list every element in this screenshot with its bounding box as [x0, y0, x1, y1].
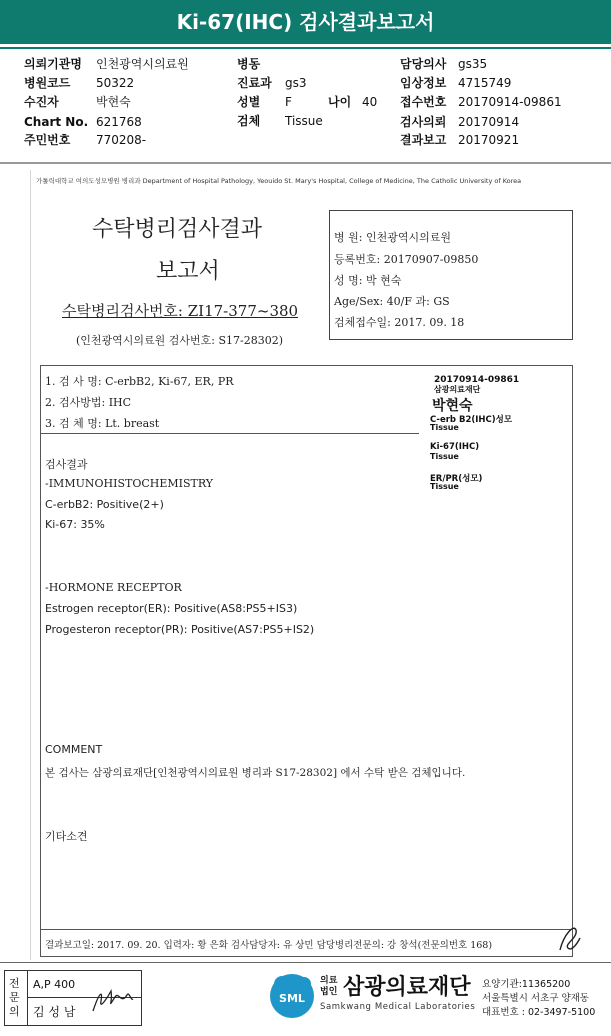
org-phone: 대표번호 : 02-3497-5100: [482, 1007, 596, 1018]
stamp-label: 전문의: [9, 977, 20, 1018]
ihc-heading: -IMMUNOHISTOCHEMISTRY: [45, 477, 214, 490]
header-row: Chart No. 621768: [24, 115, 142, 129]
org-name: 삼광의료재단: [343, 975, 471, 1000]
result-divider: [40, 433, 420, 434]
er-result: Estrogen receptor(ER): Positive(AS8:PS5+IS3): [45, 602, 298, 615]
header-row: 수진자 박현숙: [24, 95, 131, 109]
sticker-specimen-2: Tissue: [430, 452, 459, 461]
header-row: 담당의사 gs35: [400, 57, 488, 71]
comment-heading: COMMENT: [45, 743, 103, 756]
registration-field: 등록번호: 20170907-09850: [334, 253, 479, 266]
stamp-divider: [27, 971, 28, 1025]
header-row: 검사의뢰 20170914: [400, 115, 520, 129]
scan-subtitle: 보고서: [156, 259, 220, 284]
sml-logo-icon: [268, 972, 316, 1020]
sticker-org: 삼광의료재단: [434, 385, 481, 394]
org-english-name: Samkwang Medical Laboratories: [320, 1002, 476, 1012]
result-heading: 검사결과: [45, 458, 88, 471]
header-row: 접수번호 20170914-09861: [400, 95, 562, 109]
header-row: 검체 Tissue: [237, 114, 323, 128]
logo-text: SML: [279, 992, 305, 1005]
org-prefix: 의료 법인: [320, 976, 338, 997]
org-code: 요양기관:11365200: [482, 979, 571, 990]
header-row: 병원코드 50322: [24, 76, 135, 90]
scan-title: 수탁병리검사결과: [92, 217, 263, 242]
test-name: 1. 검 사 명: C-erbB2, Ki-67, ER, PR: [45, 375, 234, 388]
header-row: 진료과 gs3: [237, 76, 307, 90]
age-sex-field: Age/Sex: 40/F 과: GS: [334, 295, 450, 308]
report-signature-line: 결과보고일: 2017. 09. 20. 입력자: 황 은화 검사담당자: 유 상민 담당병리전문의: 강 창석(전문의번호 168): [45, 940, 493, 951]
header-row-age: 나이 40: [328, 95, 378, 109]
hospital-department-line: 가톨릭대학교 여의도성모병원 병리과 Department of Hospital Pathology, Yeouido St. Mary's Hospital, College of Medicine, The Catholic University of Korea: [36, 177, 522, 185]
sticker-specimen-1: Tissue: [430, 423, 459, 432]
hospital-field: 병 원: 인천광역시의료원: [334, 231, 451, 244]
header-divider: [0, 162, 611, 164]
header-row: 주민번호 770208-: [24, 133, 147, 147]
origin-number: (인천광역시의료원 검사번호: S17-28302): [76, 334, 284, 347]
sticker-test-1: C-erb B2(IHC)성모: [430, 415, 513, 425]
stamp-name: 김 성 남: [33, 1005, 76, 1019]
org-address: 서울특별시 서초구 양재동: [482, 993, 589, 1004]
ki67-result: Ki-67: 35%: [45, 518, 105, 531]
pr-result: Progesteron receptor(PR): Positive(AS7:PS5+IS2): [45, 623, 315, 636]
sticker-number: 20170914-09861: [434, 375, 520, 385]
sticker-specimen-3: Tissue: [430, 482, 459, 491]
header-row: 성별 F: [237, 95, 292, 109]
header-row: 병동: [237, 57, 261, 71]
reference-number: 수탁병리검사번호: ZI17-377~380: [62, 302, 299, 320]
specialist-stamp: [4, 970, 142, 1026]
specimen-name: 3. 검 체 명: Lt. breast: [45, 417, 160, 430]
title-divider: [0, 44, 611, 49]
report-divider: [40, 929, 571, 930]
cerb-result: C-erbB2: Positive(2+): [45, 498, 164, 511]
header-row: 결과보고 20170921: [400, 133, 520, 147]
received-date-field: 검체접수일: 2017. 09. 18: [334, 316, 465, 329]
hormone-heading: -HORMONE RECEPTOR: [45, 581, 182, 594]
sticker-test-2: Ki-67(IHC): [430, 442, 480, 452]
sticker-test-3: ER/PR(성모): [430, 474, 483, 484]
name-field: 성 명: 박 현숙: [334, 274, 402, 287]
stamp-signature-icon: [91, 985, 135, 1019]
pathologist-signature-icon: [556, 920, 582, 954]
other-findings-heading: 기타소견: [45, 830, 88, 843]
test-method: 2. 검사방법: IHC: [45, 396, 132, 409]
stamp-code: A,P 400: [33, 978, 76, 991]
header-row: 임상정보 4715749: [400, 76, 512, 90]
comment-text: 본 검사는 삼광의료재단[인천광역시의료원 병리과 S17-28302] 에서 수탁 받은 검체입니다.: [45, 767, 466, 779]
header-row: 의뢰기관명 인천광역시의료원: [24, 57, 189, 71]
sticker-name: 박현숙: [432, 398, 473, 414]
report-title: Ki-67(IHC) 검사결과보고서: [0, 0, 611, 44]
